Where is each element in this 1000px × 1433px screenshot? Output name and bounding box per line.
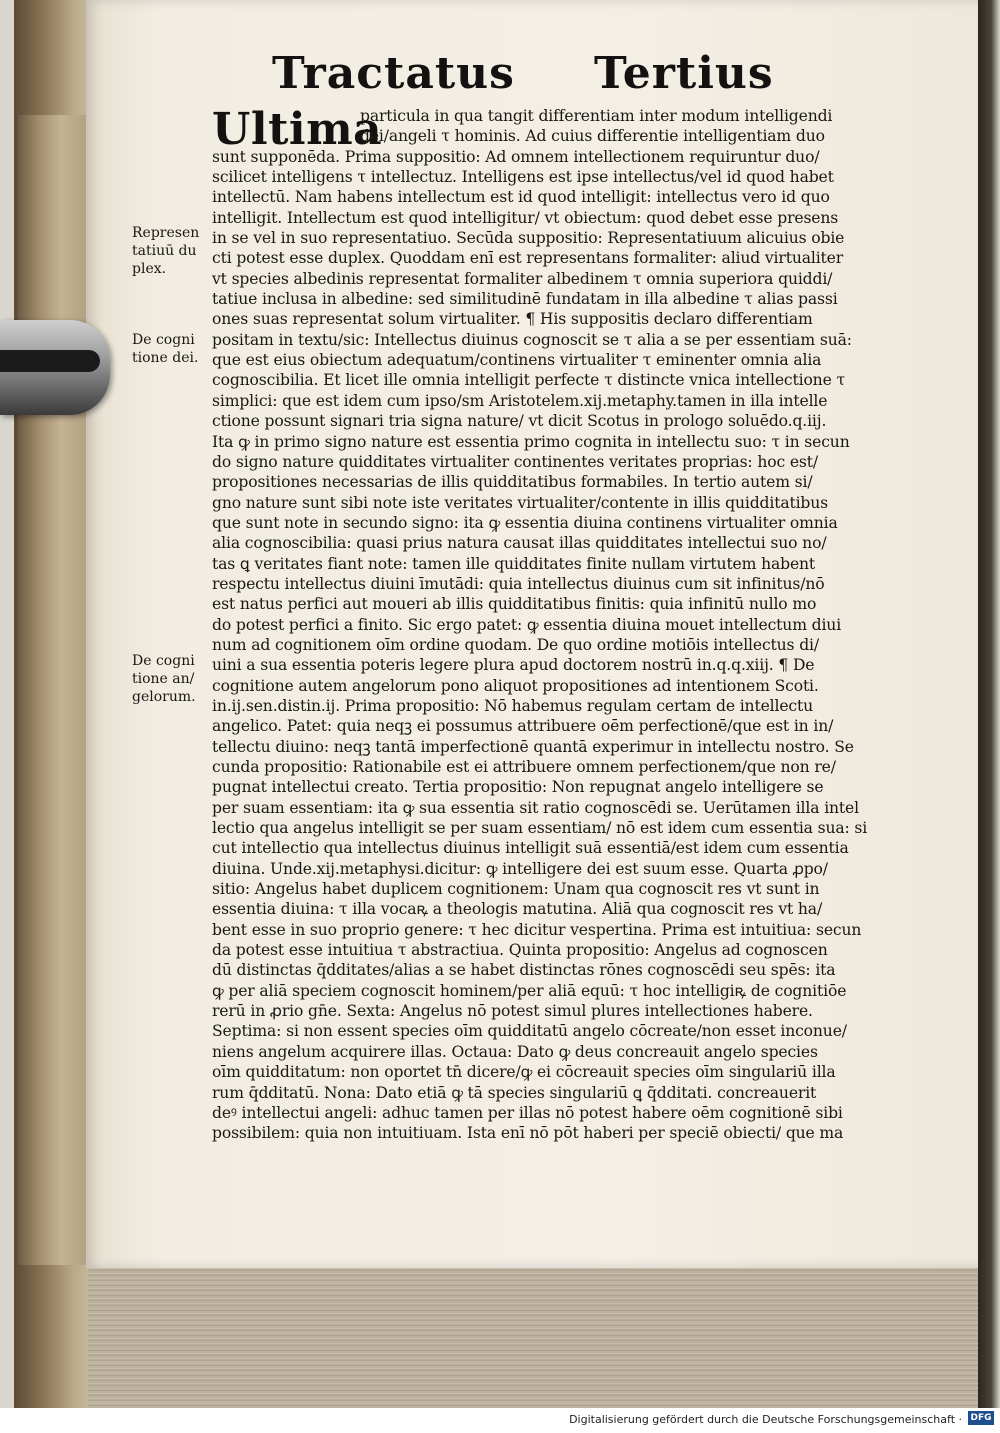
- text-line: positam in textu/sic: Intellectus diuinus cognoscit se τ alia a se per essentiam suā:: [212, 330, 852, 349]
- running-head-right: Tertius: [594, 48, 774, 99]
- margin-note-line: tione an/: [132, 671, 195, 687]
- margin-note-line: tione dei.: [132, 350, 199, 366]
- page-fore-edge: [88, 1262, 983, 1408]
- text-line: que est eius obiectum adequatum/continens virtualiter τ eminenter omnia alia: [212, 351, 822, 370]
- margin-note-de-cognitione-dei: [132, 331, 216, 367]
- margin-note-represen: [132, 224, 216, 278]
- spine-strip: [978, 0, 1000, 1408]
- margin-note-line: gelorum.: [132, 689, 196, 705]
- initial-word: Ultima: [212, 104, 383, 155]
- text-line: cognitione autem angelorum pono aliquot propositiones ad intentionem Scoti.: [212, 676, 819, 695]
- text-line: vt species albedinis representat formaliter albedinem τ omnia superiora quiddi/: [212, 269, 833, 288]
- text-line: intellectū. Nam habens intellectum est id quod intelligit: intellectus vero id quo: [212, 188, 830, 207]
- text-line: sitio: Angelus habet duplicem cognitionem: Unam qua cognoscit res vt sunt in: [212, 880, 820, 899]
- text-line: in se vel in suo representatiuo. Secūda suppositio: Representatiuum alicuius obie: [212, 229, 845, 248]
- text-line: pugnat intellectui creato. Tertia propositio: Non repugnat angelo intelligere se: [212, 778, 824, 797]
- text-line: tas ꝗ veritates fiant note: tamen ille quidditates finite nullam virtutem habent: [212, 554, 816, 573]
- text-line: que sunt note in secundo signo: ita ꝙ essentia diuina continens virtualiter omnia: [212, 513, 838, 532]
- text-line: tellectu diuino: neqꝫ tantā imperfectionē quantā experimur in intellectu nostro. Se: [212, 737, 854, 756]
- running-head: [272, 48, 774, 108]
- text-line: in.ij.sen.distin.ij. Prima propositio: Nō habemus regulam certam de intellectu: [212, 696, 813, 715]
- text-line: particula in qua tangit differentiam inter modum intelligendi: [360, 107, 833, 125]
- text-line: oīm quidditatum: non oportet tn̄ dicere/ꝙ ei cōcreauit species oīm singulariū illa: [212, 1063, 836, 1082]
- text-line: tatiue inclusa in albedine: sed similitudinē fundatam in illa albedine τ alias passi: [212, 290, 838, 309]
- text-line: simplici: que est idem cum ipso/sm Aristotelem.xij.metaphy.tamen in illa intelle: [212, 391, 828, 410]
- margin-note-line: Represen: [132, 225, 200, 241]
- text-line: dei/angeli τ hominis. Ad cuius differentie intelligentiam duo: [360, 127, 825, 146]
- text-line: lectio qua angelus intelligit se per suam essentiam/ nō est idem cum essentia sua: si: [212, 819, 868, 838]
- text-line: alia cognoscibilia: quasi prius natura causat illas quidditates intellectui suo no/: [212, 534, 827, 553]
- text-line: sunt supponēda. Prima suppositio: Ad omnem intellectionem requiruntur duo/: [212, 147, 820, 166]
- text-line: rum q̄dditatū. Nona: Dato etiā ꝙ tā species singulariū ꝗ q̄dditati. concreauerit: [212, 1083, 817, 1102]
- text-line: ctione possunt signari tria signa nature/ vt dicit Scotus in prologo soluēdo.q.iij.: [212, 412, 827, 431]
- text-line: Ita ꝙ in primo signo nature est essentia primo cognita in intellectu suo: τ in secun: [212, 432, 850, 451]
- text-line: bent esse in suo proprio genere: τ hec dicitur vespertina. Prima est intuitiua: secun: [212, 920, 862, 939]
- running-head-left: Tractatus: [272, 48, 515, 99]
- text-line: num ad cognitionem oīm ordine quodam. De quo ordine motiōis intellectus di/: [212, 635, 819, 654]
- text-line: dū distinctas q̄dditates/alias a se habet distinctas rōnes cognoscēdi seu spēs: ita: [212, 961, 836, 980]
- text-line: Septima: si non essent species oīm quidditatū angelo cōcreate/non esset inconue/: [212, 1022, 847, 1041]
- text-line: ꝙ per aliā speciem cognoscit hominem/per aliā equū: τ hoc intelligiꝶ de cognitiōe: [212, 981, 847, 1000]
- text-line: niens angelum acquirere illas. Octaua: Dato ꝙ deus concreauit angelo species: [212, 1042, 818, 1061]
- text-line: per suam essentiam: ita ꝙ sua essentia sit ratio cognoscēdi se. Uerūtamen illa intel: [212, 798, 859, 817]
- text-line: est natus perfici aut moueri ab illis quidditatibus finitis: quia infinitū nullo mo: [212, 595, 817, 614]
- text-line: da potest esse intuitiua τ abstractiua. Quinta propositio: Angelus ad cognoscen: [212, 941, 828, 960]
- page-clip-bar: [0, 350, 100, 372]
- text-line: cognoscibilia. Et licet ille omnia intelligit perfecte τ distincte vnica intellectione τ: [212, 371, 845, 390]
- text-line: intelligit. Intellectum est quod intelligitur/ vt obiectum: quod debet esse presens: [212, 208, 839, 227]
- margin-note-de-cognitione-angelorum: [132, 652, 216, 706]
- body-text: [212, 106, 880, 1144]
- page-block-edge: [18, 115, 90, 1265]
- dfg-logo-icon: DFG: [968, 1411, 994, 1425]
- text-line: do potest perfici a finito. Sic ergo patet: ꝙ essentia diuina mouet intellectum diui: [212, 615, 842, 634]
- text-line: respectu intellectus diuini īmutādi: quia intellectus diuinus cum sit infinitus/nō: [212, 574, 825, 593]
- margin-note-line: tatiuū du: [132, 243, 197, 259]
- text-line: deꝰ intellectui angeli: adhuc tamen per illas nō potest habere oēm cognitionē sibi: [212, 1103, 843, 1122]
- footer-credit: Digitalisierung gefördert durch die Deutsche Forschungsgemeinschaft ·: [569, 1413, 962, 1426]
- text-line: uini a sua essentia poteris legere plura apud doctorem nostrū in.q.q.xiij. ¶ De: [212, 656, 815, 675]
- text-line: diuina. Unde.xij.metaphysi.dicitur: ꝙ intelligere dei est suum esse. Quarta ꝓpo/: [212, 859, 828, 878]
- text-line: do signo nature quidditates virtualiter continentes veritates proprias: hoc est/: [212, 452, 819, 471]
- margin-note-line: plex.: [132, 261, 167, 277]
- text-line: cunda propositio: Rationabile est ei attribuere omnem perfectionem/que non re/: [212, 758, 836, 776]
- text-line: cut intellectio qua intellectus diuinus intelligit suā essentiā/est idem cum essentia: [212, 839, 849, 858]
- text-line: scilicet intelligens τ intellectuz. Intelligens est ipse intellectus/vel id quod habet: [212, 168, 834, 187]
- text-line: gno nature sunt sibi note iste veritates virtualiter/contente in illis quidditatibus: [212, 493, 829, 512]
- margin-note-line: De cogni: [132, 653, 195, 669]
- text-line: propositiones necessarias de illis quidditatibus formabiles. In tertio autem si/: [212, 473, 813, 492]
- text-line: essentia diuina: τ illa vocaꝶ a theologis matutina. Aliā qua cognoscit res vt ha/: [212, 900, 823, 919]
- text-line: rerū in ꝓrio gn̄e. Sexta: Angelus nō potest simul plures intellectiones habere.: [212, 1002, 813, 1021]
- text-line: angelico. Patet: quia neqꝫ ei possumus attribuere oēm perfectionē/que est in in/: [212, 717, 834, 736]
- text-line: possibilem: quia non intuitiuam. Ista enī nō pōt haberi per speciē obiecti/ que ma: [212, 1124, 844, 1143]
- margin-note-line: De cogni: [132, 332, 195, 348]
- text-line: ones suas representat solum virtualiter. ¶ His suppositis declaro differentiam: [212, 310, 813, 329]
- text-line: cti potest esse duplex. Quoddam enī est representans formaliter: aliud virtualiter: [212, 249, 844, 268]
